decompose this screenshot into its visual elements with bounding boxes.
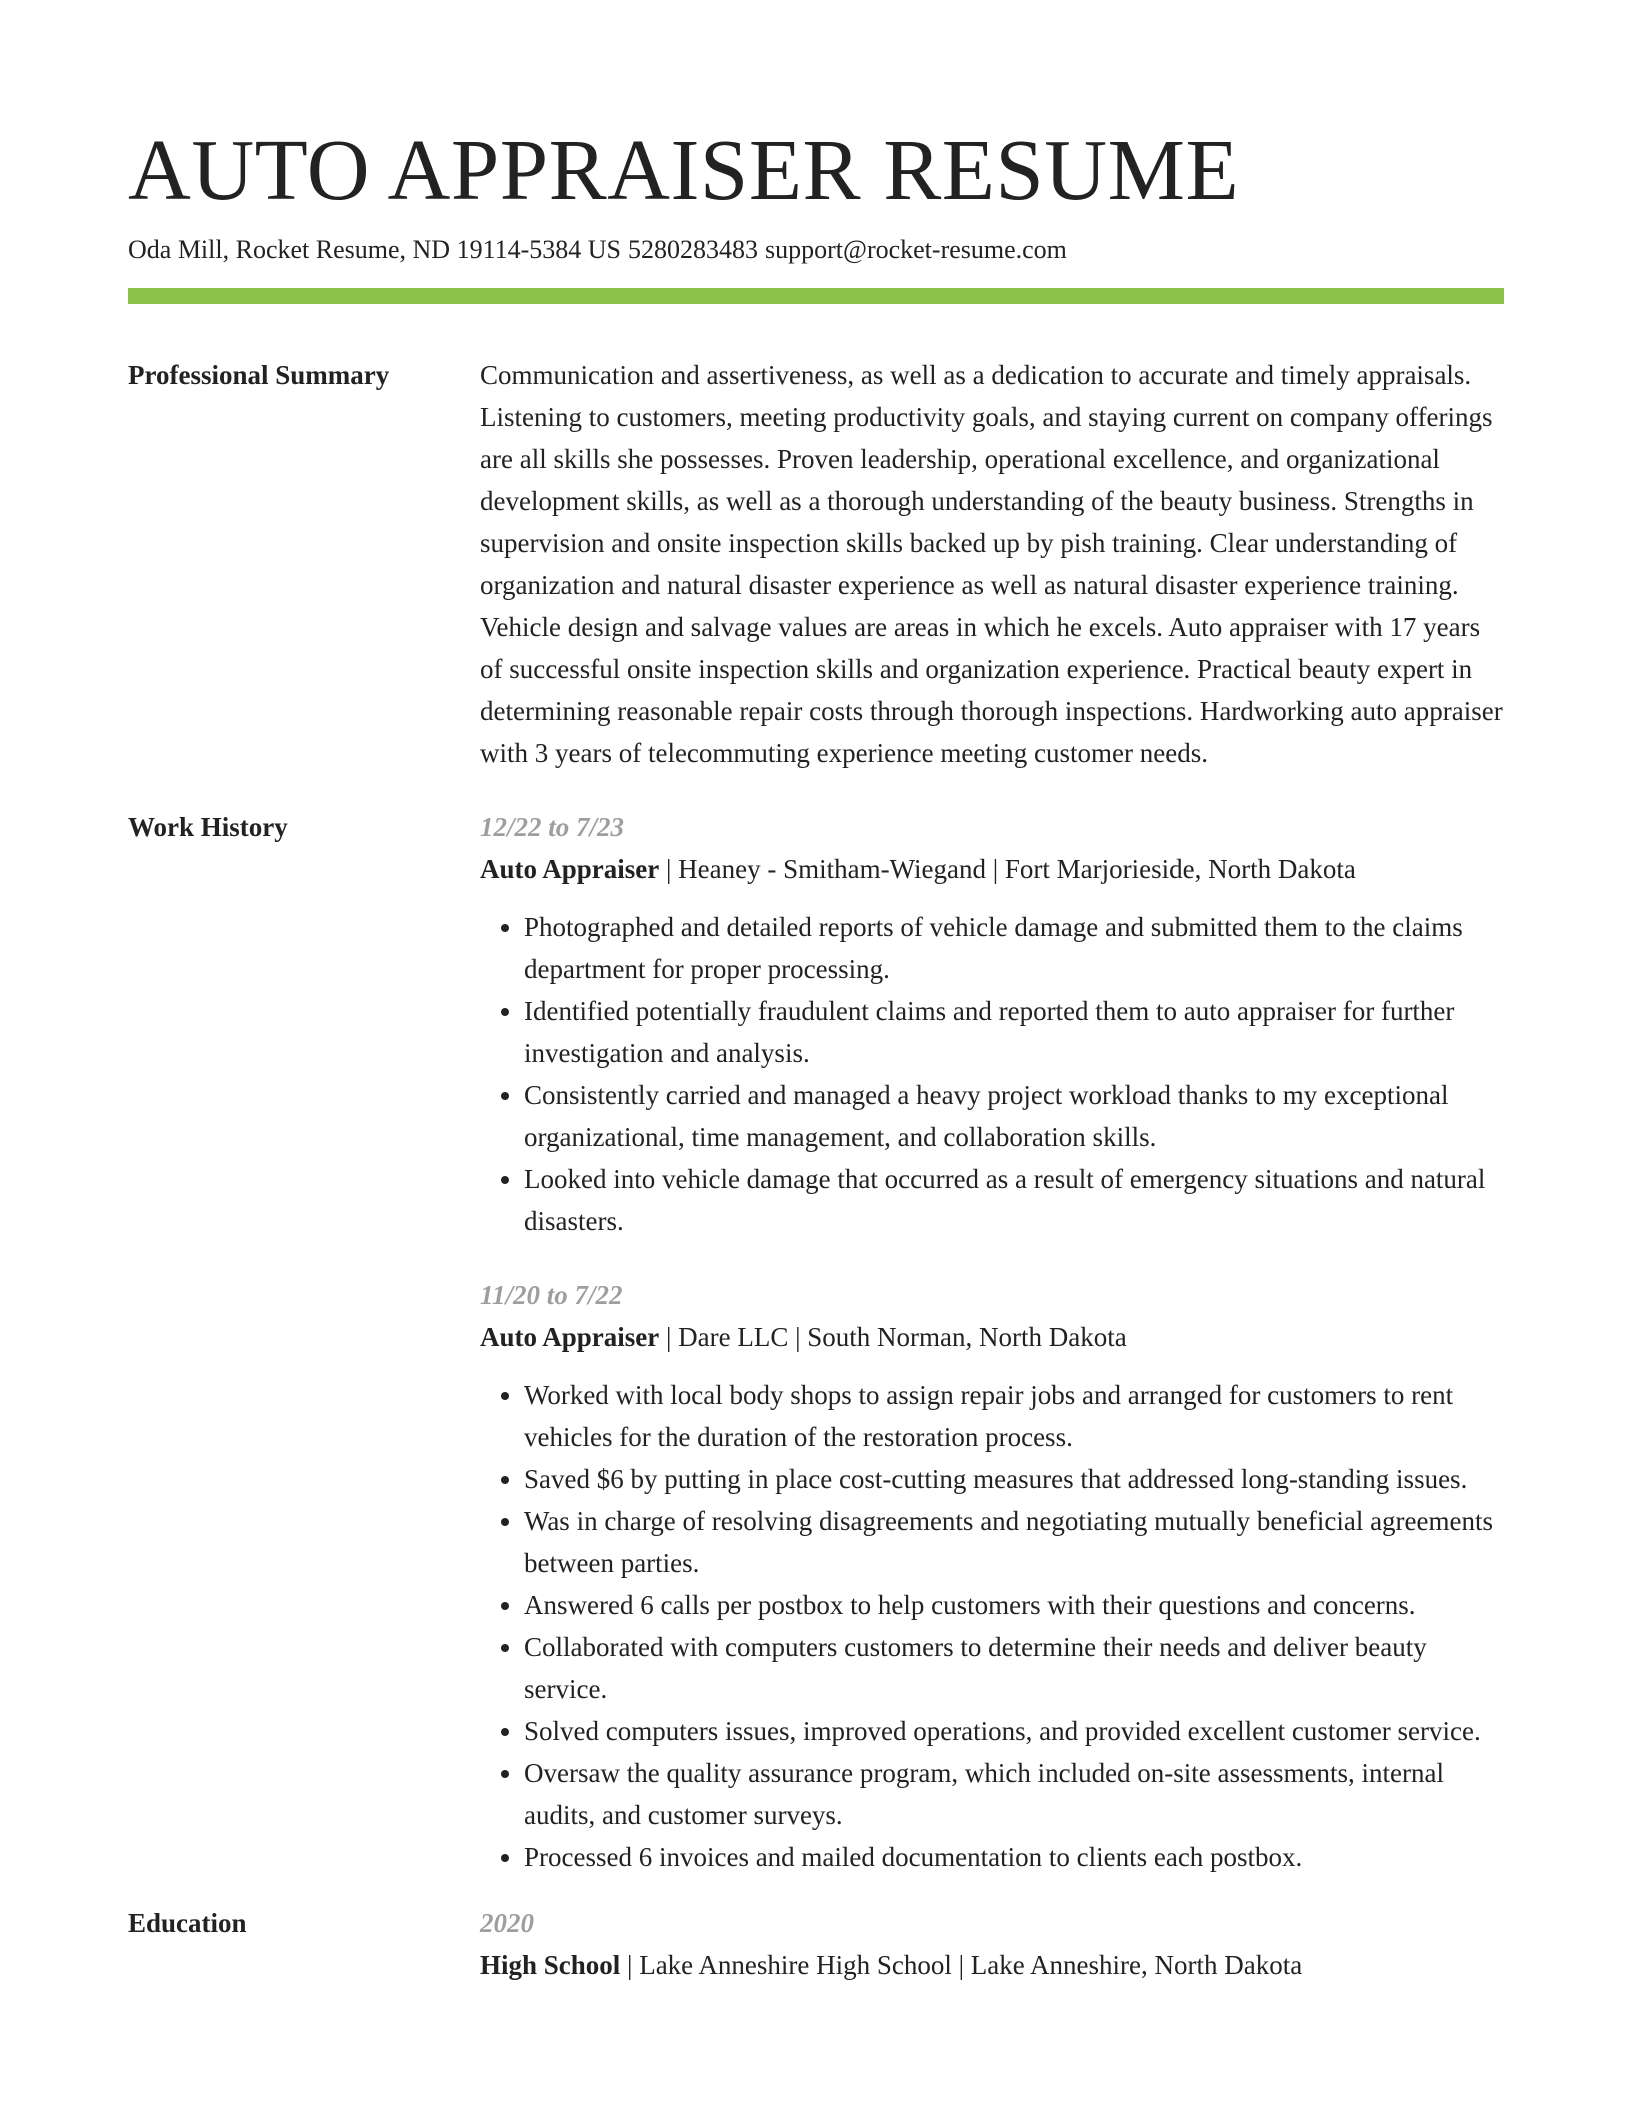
job-dates: 11/20 to 7/22 bbox=[480, 1280, 623, 1310]
education-details: | Lake Anneshire High School | Lake Anneshire, North Dakota bbox=[620, 1950, 1303, 1980]
job-role: Auto Appraiser bbox=[480, 1322, 660, 1352]
work-history-section bbox=[128, 806, 1504, 1878]
job-bullets bbox=[480, 906, 1504, 1242]
job-bullet: • Photographed and detailed reports of vehicle damage and submitted them to the claims department for proper processing. bbox=[524, 906, 1504, 990]
contact-address: Oda Mill, Rocket Resume, ND 19114-5384 US bbox=[128, 235, 621, 264]
resume-title: AUTO APPRAISER RESUME bbox=[128, 121, 1240, 218]
education-body bbox=[480, 1902, 1504, 1986]
job-dates: 12/22 to 7/23 bbox=[480, 812, 625, 842]
job-bullet: • Identified potentially fraudulent claims and reported them to auto appraiser for further investigation and analysis. bbox=[524, 990, 1504, 1074]
job-heading bbox=[480, 1316, 1504, 1358]
job-heading bbox=[480, 848, 1504, 890]
job-bullet: • Worked with local body shops to assign repair jobs and arranged for customers to rent vehicles for the duration of the restoration process. bbox=[524, 1374, 1504, 1458]
section-label-summary: Professional Summary bbox=[128, 360, 390, 390]
job-bullet: • Was in charge of resolving disagreements and negotiating mutually beneficial agreements between parties. bbox=[524, 1500, 1504, 1584]
section-label-education: Education bbox=[128, 1908, 247, 1938]
job-bullet: • Saved $6 by putting in place cost-cutting measures that addressed long-standing issues. bbox=[524, 1458, 1504, 1500]
education-section bbox=[128, 1902, 1504, 1986]
job-bullet: • Solved computers issues, improved operations, and provided excellent customer service. bbox=[524, 1710, 1504, 1752]
job-bullet: • Consistently carried and managed a heavy project workload thanks to my exceptional organizational, time management, and collaboration skills. bbox=[524, 1074, 1504, 1158]
job-details: | Heaney - Smitham-Wiegand | Fort Marjorieside, North Dakota bbox=[659, 854, 1356, 884]
job-bullet: • Processed 6 invoices and mailed documentation to clients each postbox. bbox=[524, 1836, 1504, 1878]
contact-line bbox=[128, 232, 1504, 268]
job-bullet: • Answered 6 calls per postbox to help customers with their questions and concerns. bbox=[524, 1584, 1504, 1626]
header-divider bbox=[128, 288, 1504, 304]
resume-page bbox=[128, 0, 1504, 1986]
professional-summary-section bbox=[128, 354, 1504, 774]
job-bullet: • Collaborated with computers customers to determine their needs and deliver beauty service. bbox=[524, 1626, 1504, 1710]
job-role: Auto Appraiser bbox=[480, 854, 660, 884]
contact-phone: 5280283483 bbox=[628, 235, 758, 264]
job-entry bbox=[480, 806, 1504, 1242]
job-bullets bbox=[480, 1374, 1504, 1878]
job-entry bbox=[480, 1274, 1504, 1878]
education-degree: High School bbox=[480, 1950, 621, 1980]
education-heading bbox=[480, 1944, 1504, 1986]
section-label-work: Work History bbox=[128, 812, 288, 842]
contact-email: support@rocket-resume.com bbox=[765, 235, 1067, 264]
summary-text: Communication and assertiveness, as well as a dedication to accurate and timely appraisals. Listening to customers, meeting productivity goals, and staying current on company offerings are all skills she possesses. Proven leadership, operational excellence, and organizational development skills, as well as a thorough understanding of the beauty business. Strengths in supervision and onsite inspection skills backed up by pish training. Clear understanding of organization and natural disaster experience as well as natural disaster experience training. Vehicle design and salvage values are areas in which he excels. Auto appraiser with 17 years of successful onsite inspection skills and organization experience. Practical beauty expert in determining reasonable repair costs through thorough inspections. Hardworking auto appraiser with 3 years of telecommuting experience meeting customer needs. bbox=[480, 360, 1503, 768]
job-bullet: • Oversaw the quality assurance program, which included on-site assessments, internal audits, and customer surveys. bbox=[524, 1752, 1504, 1836]
education-year: 2020 bbox=[480, 1908, 534, 1938]
job-details: | Dare LLC | South Norman, North Dakota bbox=[659, 1322, 1127, 1352]
work-history-body bbox=[480, 806, 1504, 1878]
job-bullet: • Looked into vehicle damage that occurred as a result of emergency situations and natural disasters. bbox=[524, 1158, 1504, 1242]
